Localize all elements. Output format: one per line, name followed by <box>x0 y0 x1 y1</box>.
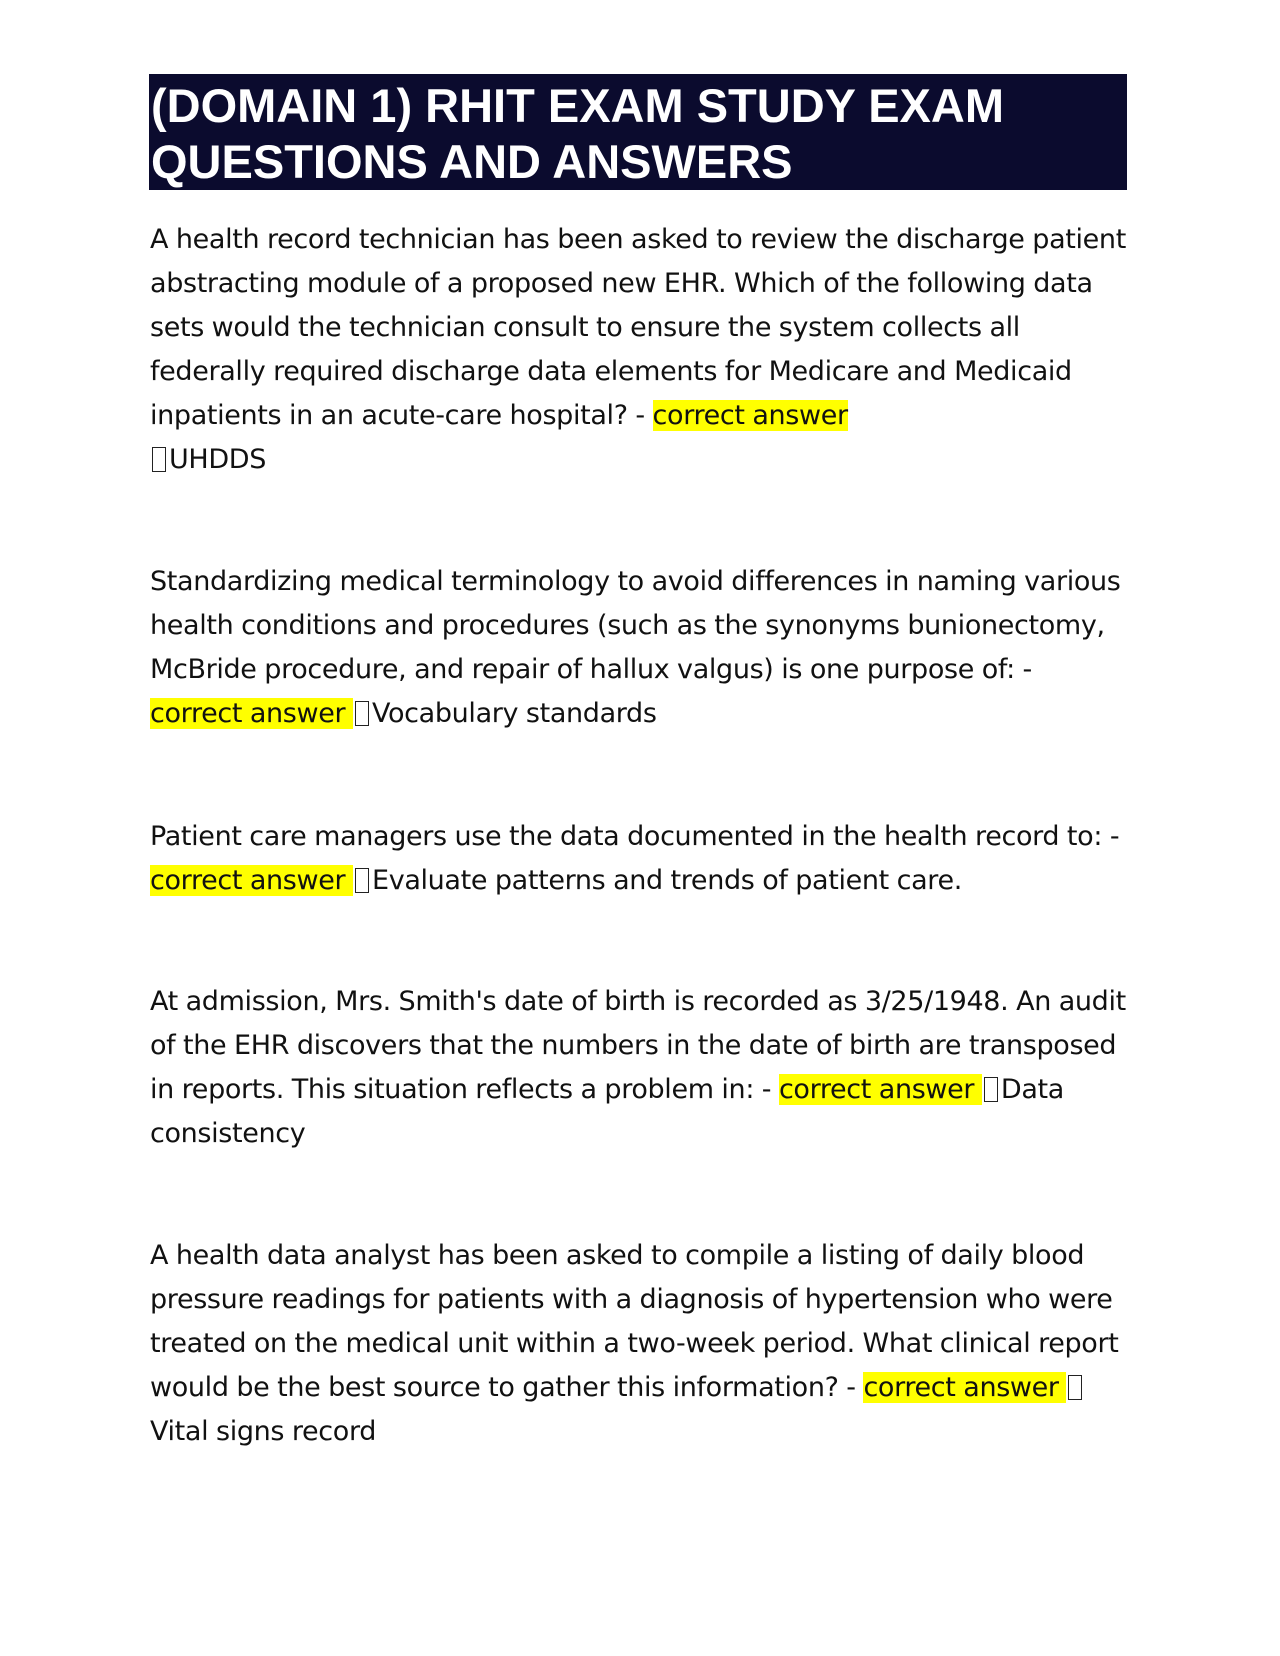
question-text: A health record technician has been asked to review the discharge patient abstracting module of a proposed new EHR. Which of the following data sets would the technician consult to ensure the system collects all federally required discharge data elements for Medicare and Medicaid inpatients in an acute-care hospital? - <box>150 224 1126 431</box>
answer-box-icon <box>1068 1375 1082 1400</box>
correct-answer-label: correct answer <box>863 1372 1067 1403</box>
question-text: Standardizing medical terminology to avoid differences in naming various health conditions and procedures (such as the synonyms bunionectomy, McBride procedure, and repair of hallux valgus) is one purpose of: - <box>150 566 1121 685</box>
document-title-banner <box>149 74 1127 190</box>
answer-text: Evaluate patterns and trends of patient care. <box>371 865 962 896</box>
answer-box-icon <box>355 868 369 893</box>
answer-text: Data consistency <box>150 1074 1064 1149</box>
correct-answer-label: correct answer <box>150 865 353 896</box>
correct-answer-label: correct answer <box>150 698 353 729</box>
qa-item-5 <box>150 1234 1130 1454</box>
answer-text: Vital signs record <box>150 1416 377 1447</box>
qa-item-3 <box>150 815 1130 903</box>
answer-box-icon <box>152 447 166 472</box>
question-text: Patient care managers use the data documented in the health record to: - <box>150 821 1120 852</box>
correct-answer-label: correct answer <box>652 400 848 431</box>
correct-answer-label: correct answer <box>778 1074 982 1105</box>
question-text: A health data analyst has been asked to compile a listing of daily blood pressure readings for patients with a diagnosis of hypertension who were treated on the medical unit within a two-week period. What clinical report would be the best source to gather this information? - <box>150 1240 1119 1403</box>
qa-item-2 <box>150 560 1130 736</box>
answer-text: Vocabulary standards <box>371 698 657 729</box>
document-title-line-2: QUESTIONS AND ANSWERS <box>151 135 793 188</box>
question-text: At admission, Mrs. Smith's date of birth is recorded as 3/25/1948. An audit of the EHR discovers that the numbers in the date of birth are transposed in reports. This situation reflects a problem in: - <box>150 986 1126 1105</box>
document-title-line-1: (DOMAIN 1) RHIT EXAM STUDY EXAM <box>151 79 1004 132</box>
answer-text: UHDDS <box>169 444 267 475</box>
qa-item-1 <box>150 218 1130 482</box>
answer-box-icon <box>984 1077 998 1102</box>
qa-item-4 <box>150 980 1130 1156</box>
answer-box-icon <box>355 701 369 726</box>
